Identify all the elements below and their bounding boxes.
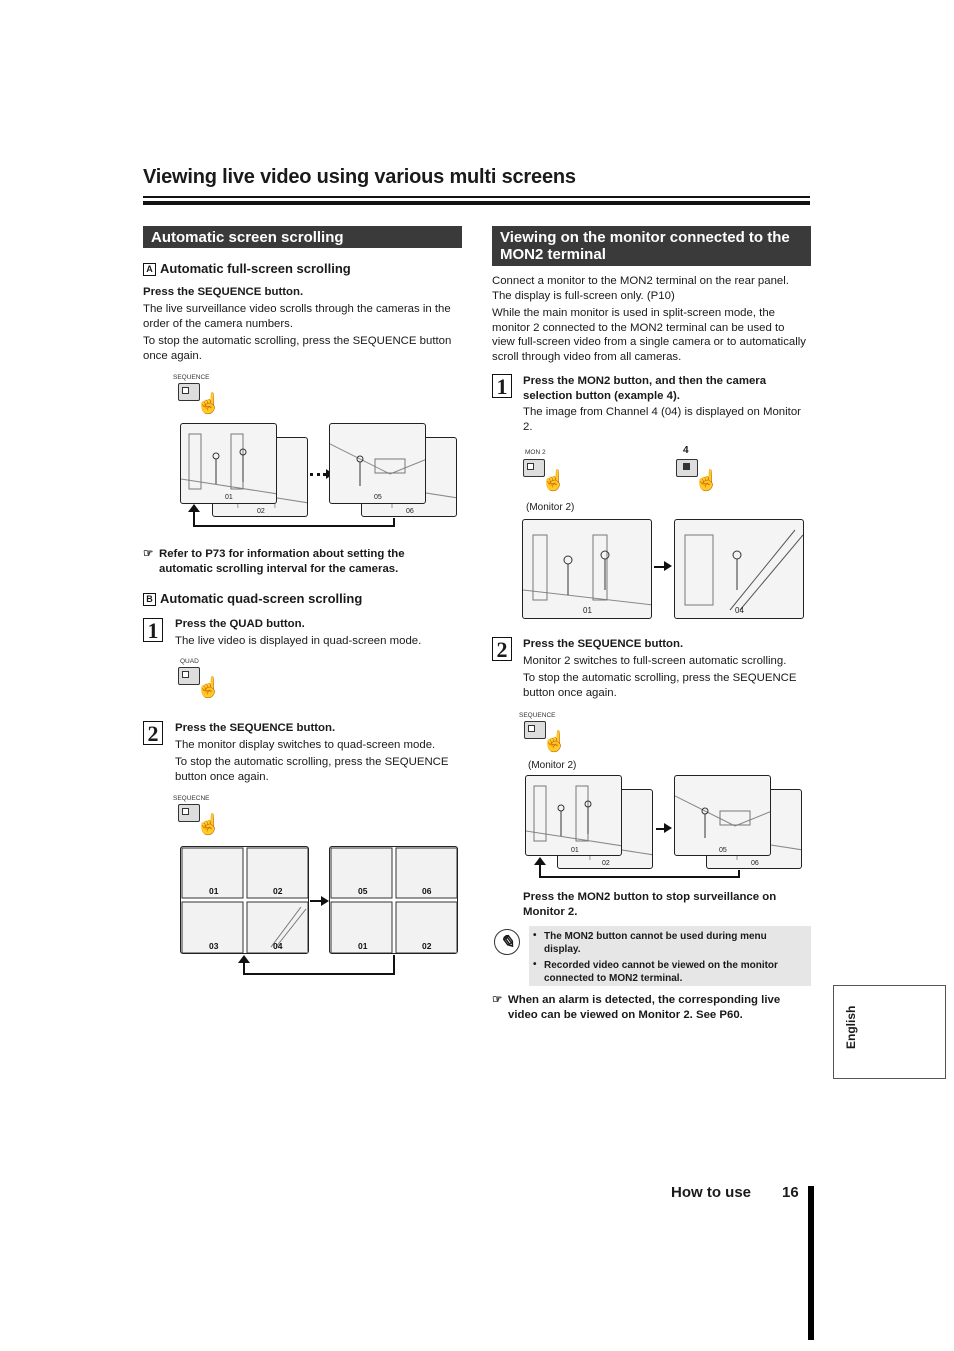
sequence-dashes [654, 566, 664, 568]
paragraph: To stop the automatic scrolling, press the SEQUENCE button once again. [175, 756, 449, 783]
title-rule [143, 196, 810, 198]
camera-label: 05 [374, 494, 382, 501]
paragraph: To stop the automatic scrolling, press the SEQUENCE button once again. [523, 672, 797, 699]
pointing-hand-icon: ☝ [541, 470, 566, 492]
camera-label: 06 [751, 860, 759, 867]
instruction-sequence: Press the SEQUENCE button. [175, 722, 336, 734]
subsection-b-title: Automatic quad-screen scrolling [160, 591, 363, 606]
pointing-hand-icon: ☝ [196, 814, 221, 836]
arrow-up-icon [188, 504, 200, 512]
button-label: SEQUENCE [519, 712, 556, 719]
note-item: Recorded video cannot be viewed on the monitor connected to MON2 terminal. [544, 960, 778, 984]
pointing-hand-icon: ☝ [694, 470, 719, 492]
paragraph: The monitor display switches to quad-screen mode. [175, 739, 436, 751]
instruction-mon2: Press the MON2 button, and then the camera selection button (example 4). [523, 375, 767, 402]
camera-screen-front [674, 775, 771, 856]
camera-label: 05 [358, 886, 368, 896]
camera-label: 03 [209, 941, 219, 951]
pointing-hand-icon: ☝ [196, 393, 221, 415]
monitor-label: (Monitor 2) [526, 502, 575, 513]
subsection-a-heading [143, 261, 351, 276]
camera-label: 04 [273, 941, 283, 951]
notes-box [529, 926, 811, 986]
camera-label: 01 [571, 847, 579, 854]
camera-label: 06 [406, 508, 414, 515]
loop-line [243, 963, 245, 975]
camera-label: 01 [358, 941, 368, 951]
monitor-label: (Monitor 2) [528, 760, 577, 771]
loop-line [539, 876, 740, 878]
quad-screen-1 [180, 846, 309, 954]
camera-label: 01 [225, 494, 233, 501]
language-tab [833, 985, 946, 1079]
footer-section: How to use [671, 1184, 752, 1201]
monitor2-screen-cam4 [674, 519, 804, 619]
camera-label: 05 [719, 847, 727, 854]
step-number: 1 [492, 374, 512, 398]
paragraph: The image from Channel 4 (04) is displayed on Monitor 2. [523, 406, 801, 433]
subsection-b-heading [143, 591, 362, 606]
paragraph: The live surveillance video scrolls through the cameras in the order of the camera numbers. [143, 303, 451, 330]
paragraph: Monitor 2 switches to full-screen automatic scrolling. [523, 655, 787, 667]
button-label: SEQUECNE [173, 795, 210, 802]
camera-label: 02 [422, 941, 432, 951]
reference-text: Refer to P73 for information about setting the automatic scrolling interval for the cameras. [159, 548, 405, 575]
paragraph: Connect a monitor to the MON2 terminal on the rear panel. The display is full-screen only. (P10) [492, 275, 789, 302]
camera-label: 01 [209, 886, 219, 896]
pointing-hand-icon: ☝ [196, 677, 221, 699]
subsection-a-title: Automatic full-screen scrolling [160, 261, 351, 276]
instruction-sequence: Press the SEQUENCE button. [143, 286, 304, 298]
arrow-right-icon [321, 896, 329, 906]
instruction-quad: Press the QUAD button. [175, 618, 305, 630]
camera-screen-front [525, 775, 622, 856]
button-label: QUAD [180, 658, 199, 665]
reference-icon: ☞ [492, 994, 503, 1006]
paragraph: To stop the automatic scrolling, press the SEQUENCE button once again. [143, 335, 452, 362]
camera-label: 04 [735, 606, 744, 615]
stop-instruction: Press the MON2 button to stop surveillance on Monitor 2. [523, 891, 777, 918]
sequence-dashes [656, 828, 664, 830]
paragraph: The live video is displayed in quad-screen mode. [175, 635, 422, 647]
instruction-sequence: Press the SEQUENCE button. [523, 638, 684, 650]
button-label: MON 2 [525, 449, 546, 456]
pointing-hand-icon: ☝ [542, 731, 567, 753]
button-label: SEQUENCE [173, 374, 210, 381]
bullet: • [533, 930, 537, 941]
reference-text: When an alarm is detected, the corresponding live video can be viewed on Monitor 2. See P60. [508, 994, 781, 1021]
button-label: 4 [683, 445, 689, 456]
camera-label: 02 [257, 508, 265, 515]
page-number: 16 [782, 1184, 799, 1201]
loop-line [539, 865, 541, 878]
bullet: • [533, 959, 537, 970]
page-title: Viewing live video using various multi screens [143, 166, 576, 188]
arrow-up-icon [238, 955, 250, 963]
step-number: 2 [492, 637, 512, 661]
loop-line [243, 973, 395, 975]
loop-line [193, 525, 395, 527]
reference-icon: ☞ [143, 548, 154, 560]
paragraph: While the main monitor is used in split-screen mode, the monitor 2 connected to the MON2 terminal can be used to view full-screen video from a single camera or to automatically scroll through video from all cameras. [492, 307, 807, 363]
section-header-auto-scroll: Automatic screen scrolling [143, 226, 462, 248]
loop-line [393, 955, 395, 975]
camera-screen-front [329, 423, 426, 504]
camera-label: 02 [273, 886, 283, 896]
step-number: 1 [143, 618, 163, 642]
title-rule-thick [143, 201, 810, 205]
monitor2-screen-cam1 [522, 519, 652, 619]
camera-screen-front [180, 423, 277, 504]
note-item: The MON2 button cannot be used during menu display. [544, 931, 767, 955]
arrow-right-icon [664, 823, 672, 833]
loop-line [193, 512, 195, 527]
note-pen-icon: ✎ [494, 929, 520, 955]
camera-label: 01 [583, 606, 592, 615]
quad-screen-2 [329, 846, 458, 954]
badge-b: B [143, 593, 156, 606]
badge-a: A [143, 263, 156, 276]
language-label: English [844, 1005, 858, 1049]
camera-label: 02 [602, 860, 610, 867]
section-header-mon2: Viewing on the monitor connected to the MON2 terminal [492, 226, 811, 266]
page-edge-bar [808, 1186, 814, 1340]
step-number: 2 [143, 721, 163, 745]
sequence-dots [310, 473, 326, 476]
arrow-up-icon [534, 857, 546, 865]
arrow-right-icon [664, 561, 672, 571]
camera-label: 06 [422, 886, 432, 896]
